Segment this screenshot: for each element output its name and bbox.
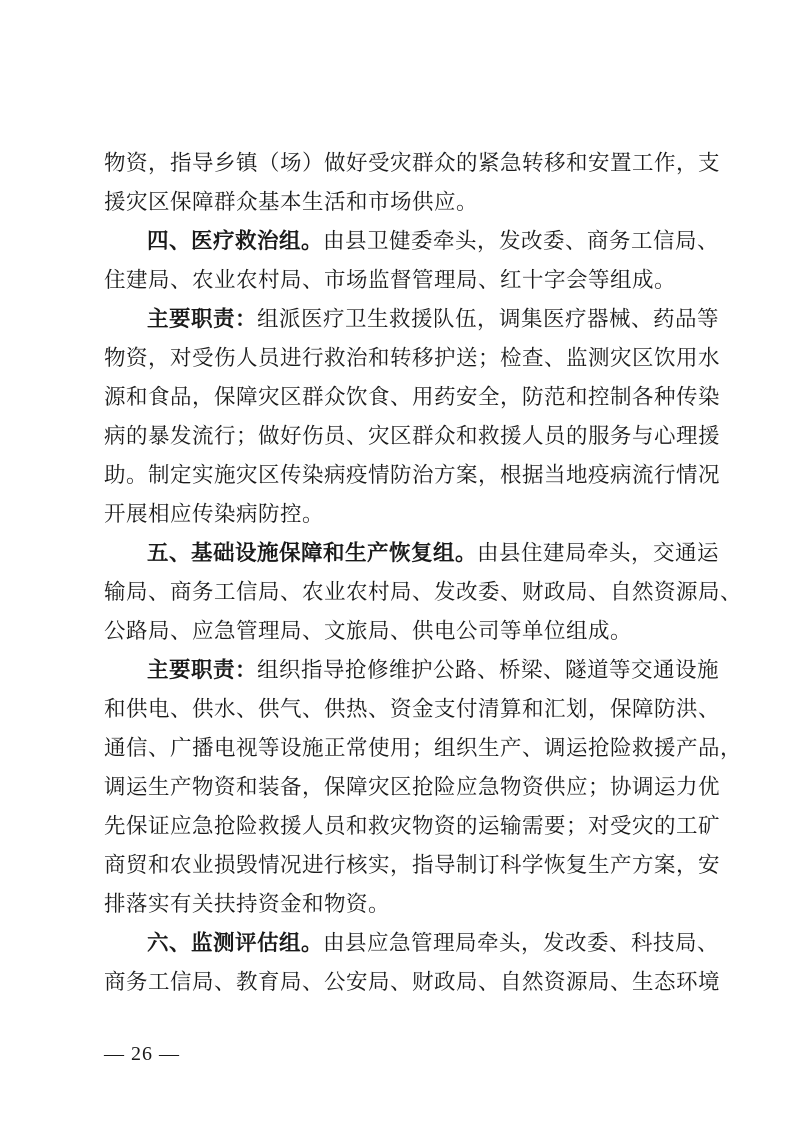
paragraph-line: 物资，对受伤人员进行救治和转移护送；检查、监测灾区饮用水 xyxy=(104,346,721,371)
paragraph-line: 排落实有关扶持资金和物资。 xyxy=(104,892,391,917)
paragraph-line: 公路局、应急管理局、文旅局、供电公司等单位组成。 xyxy=(104,619,633,644)
paragraph-line: 和供电、供水、供气、供热、资金支付清算和汇划，保障防洪、 xyxy=(104,697,721,722)
section-heading-monitoring: 六、监测评估组。由县应急管理局牵头，发改委、科技局、 xyxy=(147,931,720,956)
paragraph-line: 物资，指导乡镇（场）做好受灾群众的紧急转移和安置工作，支 xyxy=(104,151,721,176)
paragraph-line: 商贸和农业损毁情况进行核实，指导制订科学恢复生产方案，安 xyxy=(104,853,721,878)
section-title: 六、监测评估组。 xyxy=(147,931,324,956)
paragraph-line: 通信、广播电视等设施正常使用；组织生产、调运抢险救援产品， xyxy=(104,736,743,761)
paragraph-line: 助。制定实施灾区传染病疫情防治方案，根据当地疫病流行情况 xyxy=(104,463,721,488)
paragraph-line: 源和食品，保障灾区群众饮食、用药安全，防范和控制各种传染 xyxy=(104,385,721,410)
duties-line: 主要职责：组派医疗卫生救援队伍，调集医疗器械、药品等 xyxy=(147,307,720,332)
paragraph-line: 病的暴发流行；做好伤员、灾区群众和救援人员的服务与心理援 xyxy=(104,424,721,449)
section-title: 四、医疗救治组。 xyxy=(147,229,324,254)
duties-line: 主要职责：组织指导抢修维护公路、桥梁、隧道等交通设施 xyxy=(147,658,720,683)
section-heading-medical: 四、医疗救治组。由县卫健委牵头，发改委、商务工信局、 xyxy=(147,229,720,254)
section-heading-infrastructure: 五、基础设施保障和生产恢复组。由县住建局牵头，交通运 xyxy=(147,541,720,566)
paragraph-line: 开展相应传染病防控。 xyxy=(104,502,325,527)
page-number: — 26 — xyxy=(104,1043,180,1065)
paragraph-line: 先保证应急抢险救援人员和救灾物资的运输需要；对受灾的工矿 xyxy=(104,814,721,839)
paragraph-line: 住建局、农业农村局、市场监督管理局、红十字会等组成。 xyxy=(104,268,677,293)
paragraph-line: 商务工信局、教育局、公安局、财政局、自然资源局、生态环境 xyxy=(104,970,721,995)
paragraph-line: 援灾区保障群众基本生活和市场供应。 xyxy=(104,190,479,215)
paragraph-line: 输局、商务工信局、农业农村局、发改委、财政局、自然资源局、 xyxy=(104,580,743,605)
section-title: 五、基础设施保障和生产恢复组。 xyxy=(147,541,478,566)
paragraph-line: 调运生产物资和装备，保障灾区抢险应急物资供应；协调运力优 xyxy=(104,775,721,800)
duties-label: 主要职责： xyxy=(147,307,258,332)
duties-label: 主要职责： xyxy=(147,658,258,683)
